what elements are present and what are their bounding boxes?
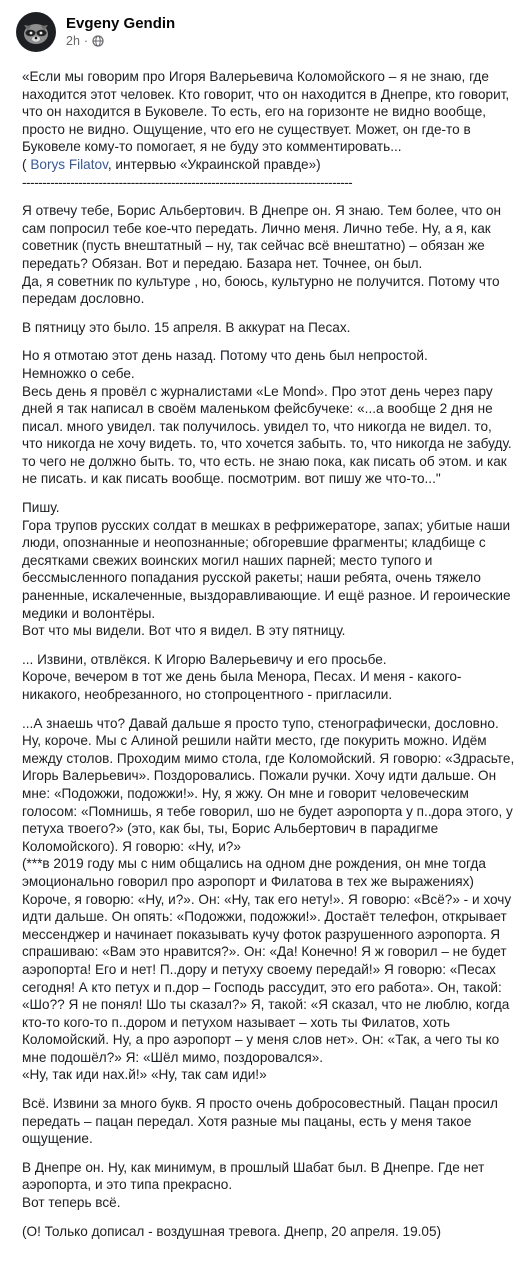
dashed-separator: ---------------------------------------------------------------------------------- [22,174,353,190]
post-time[interactable]: 2h [66,34,80,48]
globe-icon [92,35,104,47]
post-paragraph: В Днепре он. Ну, как минимум, в прошлый Шабат был. В Днепре. Где нет аэропорта, и это типа прекрасно. Вот теперь всё. [22,1159,485,1211]
post-paragraph: Пишу. Гора трупов русских солдат в мешках в рефрижераторе, запах; убитые наши люди, опознанные и неопознанные; обгоревшие фрагменты; кладбище с десятками свежих воинских могил наших парней; место тупого и бессмысленного попадания русской ракеты; наши ребята, очень тяжело раненные, искалеченные, выздоравливающие. И ещё разное. И героические медики и волонтёры. Вот что мы видели. Вот что я видел. В эту пятницу. [22,500,511,639]
post-time-row [66,33,175,49]
quote-link-prefix: ( [22,156,31,172]
post-paragraph: ...А знаешь что? Давай дальше я просто тупо, стенографически, дословно. Ну, короче. Мы с Алиной решили найти место, где покурить можно. Идём между столов. Проходим мимо стола, где Коломойский. Я говорю: «Здрасьте, Игорь Валерьевич». Поздоровались. Пожали ручки. Хочу идти дальше. Он мне: «Подожжи, подожжи!». Ну, я жжу. Он мне и говорит человеческим голосом: «Помнишь, я тебе говорил, шо не будет аэропорта у п..дора этого, у петуха твоего?» (это, как бы, ты, Борис Альбертович в парадигме Коломойского). Я говорю: «Ну, и?» (***в 2019 году мы с ним общались на одном дне рождения, он мне тогда эмоционально говорил про аэропорт и Филатова в тех же выражениях) Короче, я говорю: «Ну, и?». Он: «Ну, так его нету!». Я говорю: «Всё?» - и хочу идти дальше. Он опять: «Подожжи, подожжи!». Достаёт телефон, открывает мессенджер и начинает показывать кучу фоток разрушенного аэропорта. Я спрашиваю: «Вам это нравится?». Он: «Да! Конечно! Я ж говорил – не будет аэропорта! Его и нет! П..дору и петуху своему передай!» Я говорю: «Песах сегодня! А кто петух и п.дор – Господь рассудит, это его работа». Он, такой: «Шо?? Я не понял! Шо ты сказал?» Я, такой: «Я сказал, что не люблю, когда кто-то кого-то п..дором и петухом называет – хоть ты Филатов, хоть Коломойский. Ну, а про аэропорт – у меня слов нет». Он: «Так, а чего ты ко мне подошёл?» Я: «Шёл мимо, поздоровался». «Ну, так иди нах.й!» «Ну, так сам иди!» [22,715,515,1083]
post-paragraph: Но я отмотаю этот день назад. Потому что день был непростой. Немножко о себе. Весь день я провёл с журналистами «Le Mond». Про этот день через пару дней я так написал в своём маленьком фейсбучеке: «...а вообще 2 дня не писал. много увидел. так получилось. увидел то, что никогда не видел. то, что никогда не хочу видеть. то, что хочется забыть. то, что никогда не забуду. то чего не должно быть. то, что есть. не знаю пока, как писать об этом. и как не писать. и как писать вообще. посмотрим. вот пишу же что-то..." [22,348,512,487]
post-paragraph: В пятницу это было. 15 апреля. В аккурат на Песах. [22,319,351,335]
post-paragraph: (О! Только дописал - воздушная тревога. Днепр, 20 апреля. 19.05) [22,1223,442,1239]
post-paragraph: Всё. Извини за много букв. Я просто очень добросовестный. Пацан просил передать – пацан передал. Хотя разные мы пацаны, есть у меня такое ощущение. [22,1096,498,1147]
quote-paragraph [22,68,516,191]
post-body [16,68,520,1240]
post-meta [66,15,175,49]
post-paragraph: ... Извини, отвлёкся. К Игорю Валерьевичу и его просьбе. Короче, вечером в тот же день была Менора, Песах. И меня - какого-никакого, необрезанного, но стопроцентного - пригласили. [22,651,462,702]
separator-dot: · [83,34,89,48]
author-name[interactable]: Evgeny Gendin [66,15,176,32]
post-paragraphs [22,202,516,1240]
mention-link-borys-filatov[interactable]: Borys Filatov [30,156,108,172]
quote-text: «Если мы говорим про Игоря Валерьевича Коломойского – я не знаю, где находится этот человек. Кто говорит, что он находится в Днепре, кто говорит, что он находится в Буковеле. То есть, его на горизонте не видно вообще, просто не видно. Ощущение, что его не существует. Может, он где-то в Буковеле кому-то помогает, я не буду это комментировать... [22,69,510,155]
post-paragraph: Я отвечу тебе, Борис Альбертович. В Днепре он. Я знаю. Тем более, что он сам попросил тебе кое-что передать. Лично меня. Лично тебе. Ну, а я, как советник (пусть внештатный – ну, так сейчас всё внештатно) – обязан же передать? Обязан. Вот и передаю. Базара нет. Точнее, он был. Да, я советник по культуре , но, боюсь, культурно не получится. Потому что передам дословно. [22,203,502,307]
post-header [16,8,520,56]
raccoon-avatar-icon [19,15,53,49]
avatar[interactable] [16,12,56,52]
quote-source: , интервью «Украинской правде») [107,156,321,172]
